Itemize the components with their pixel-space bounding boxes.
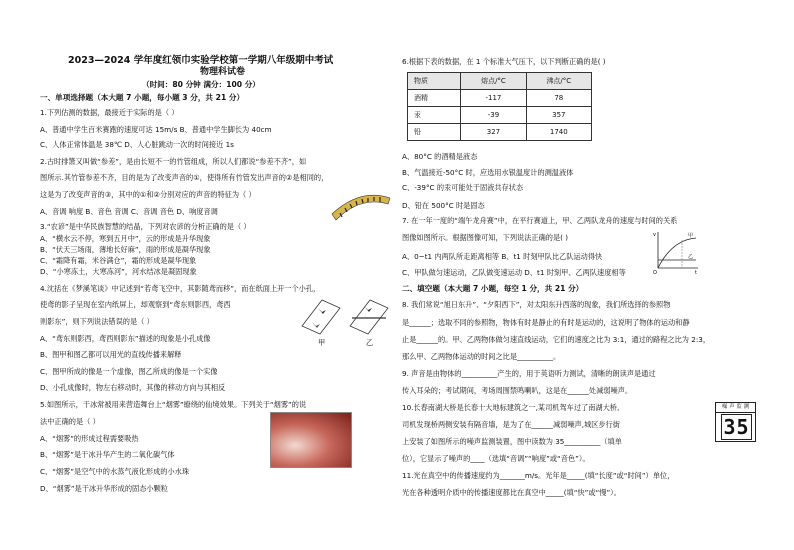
question-line: 那么甲、乙两物体运动的时间之比是__________。 [402, 352, 561, 361]
table-cell: 1740 [526, 124, 591, 141]
question-line: 8. 我们常说“旭日东升”、“夕阳西下”，对太阳东升西落的现象，我们所选择的参照物 [402, 300, 671, 309]
option-line: A、“烟雾”的形成过程需要吸热 [40, 434, 139, 443]
exam-subtitle: 物理科试卷 [200, 67, 246, 77]
table-cell: 酒精 [408, 90, 461, 107]
option-line: A、80°C 的酒精是液态 [402, 152, 478, 161]
question-line: 7. 在一年一度的“端午龙舟赛”中，在平行赛道上，甲、乙两队龙舟的速度与时间的关系 [402, 216, 678, 225]
question-line: 使鸢的影子呈现在室内纸屏上，却观察到“鸢东则影西，鸢西 [40, 300, 231, 309]
graph-v-label: v [653, 232, 656, 238]
question-line: 光在各种透明介质中的传播速度都比在真空中_____(填“快”或“慢”）。 [402, 488, 621, 497]
table-cell: 357 [526, 107, 591, 124]
option-line: A、普通中学生百米赛跑的速度可达 15m/s B、普通中学生脚长为 40cm [40, 125, 272, 134]
option-line: B、“伏天三场雨，薄地长好麻”，雨的形成是凝华现象 [40, 245, 211, 254]
graph-jia-label: 甲 [688, 233, 694, 239]
option-line: C、-39°C 的汞可能处于固液共存状态 [402, 183, 524, 192]
question-line: 图所示.其竹管参差不齐，目的是为了改变声音的①，使得所有竹管发出声音的②是相同的， [40, 173, 329, 182]
question-line: 5.如图所示，干冰常被用来营造舞台上“烟雾”缭绕的仙境效果。下列关于“烟雾”的说 [40, 400, 307, 409]
question-line: 则影东”，则下列说法错误的是（ ） [40, 317, 154, 326]
option-line: C、“烟雾”是空气中的水蒸气液化形成的小水珠 [40, 467, 190, 476]
noise-meter-reading: 35 [721, 414, 752, 440]
question-line: 上安装了如图所示的噪声监测装置，图中读数为 35__________（填单 [402, 437, 622, 446]
melting-boiling-table [407, 72, 592, 141]
question-line: 3.“农谚”是中华民族智慧的结晶，下列对农谚的分析正确的是（ ） [40, 222, 251, 231]
graph-t-label: t [695, 270, 697, 274]
table-cell: -117 [461, 90, 526, 107]
question-line: 位），它显示了噪声的____（选填“音调”“响度”或“音色”）。 [402, 454, 590, 463]
question-line: 图像如图所示。根据图像可知，下列说法正确的是( ) [402, 233, 569, 242]
section-heading-fill: 二、填空题（本大题 7 小题，每空 1 分，共 21 分） [402, 284, 584, 293]
pinhole-figure-yi [346, 296, 392, 342]
table-cell: 铅 [408, 124, 461, 141]
table-cell: 327 [461, 124, 526, 141]
option-line: D、铅在 500°C 时是固态 [402, 201, 485, 210]
question-line: 这是为了改变声音的③，其中的①和②分别对应的声音的特征为（ ） [40, 190, 256, 199]
option-line: B、“烟雾”是干冰升华产生的二氧化碳气体 [40, 450, 175, 459]
option-line: C、甲队做匀速运动，乙队做变速运动 D、t1 时刻甲、乙两队速度相等 [402, 268, 626, 277]
option-line: A、0~t1 内两队所走距离相等 B、t1 时刻甲队比乙队运动得快 [402, 252, 603, 261]
noise-meter-label: 噪 声 监 测 [716, 403, 755, 413]
question-line: 传入耳朵的；考试期间，考场周围禁鸣喇叭，这是在______处减弱噪声。 [402, 386, 633, 395]
graph-origin-label: O [653, 270, 657, 274]
option-line: B、图甲和图乙都可以用光的直线传播来解释 [40, 350, 182, 359]
question-line: 4.沈括在《梦溪笔谈》中记述到“若鸢飞空中，其影随鸢而移”，而在纸面上开一个小孔， [40, 284, 321, 293]
question-line: 9. 声音是由物体的__________产生的，用于英语听力测试，清晰的朗读声是通过 [402, 369, 656, 378]
table-cell: 78 [526, 90, 591, 107]
table-header-cell: 熔点/°C [461, 73, 526, 90]
question-line: 10.长春南湖大桥是长春十大地标建筑之一,某司机驾车过了南湖大桥, [402, 403, 620, 412]
pinhole-figure-jia [298, 296, 344, 342]
question-line: 1.下列估测的数据，最接近于实际的是（ ） [40, 108, 179, 117]
option-line: D、“烟雾”是干冰升华形成的固态小颗粒 [40, 484, 168, 493]
option-line: A、“横水云不停，寒到五月中”，云的形成是升华现象 [40, 234, 211, 243]
option-line: D、“小寒冻土，大寒冻河”，河水结冰是凝固现象 [40, 267, 197, 276]
option-line: D、小孔成像时，物左右移动时，其像的移动方向与其相反 [40, 383, 226, 392]
option-line: C、人体正常体温是 38℃ D、人心脏跳动一次的时间接近 1s [40, 140, 234, 149]
question-line: 6.根据下表的数据，在 1 个标准大气压下，以下判断正确的是( ) [402, 57, 606, 66]
graph-yi-label: 乙 [688, 254, 694, 260]
option-line: C、“霜降有霜，米谷满仓”，霜的形成是凝华现象 [40, 256, 197, 265]
question-line: 法中正确的是（ ） [40, 417, 100, 426]
figure-label-jia: 甲 [318, 338, 326, 347]
table-row [408, 90, 592, 107]
question-line: 止是______的。甲、乙两物体做匀速直线运动，它们的速度之比为 3:1，通过的路程之比为 2:3， [402, 335, 711, 344]
figure-label-yi: 乙 [366, 338, 374, 347]
dry-ice-stage-photo [270, 412, 352, 468]
question-line: 11.光在真空中的传播速度约为_______m/s。光年是_____(填“长度”或“时间”）单位， [402, 471, 675, 480]
option-line: B、气温接近-50°C 时，应选用水银温度计的测温液体 [402, 168, 574, 177]
table-header-cell: 物质 [408, 73, 461, 90]
velocity-time-graph [652, 230, 700, 274]
table-cell: 汞 [408, 107, 461, 124]
question-line: 司机发现桥两侧安装有隔音墙，是为了在______减弱噪声,城区步行街 [402, 420, 620, 429]
option-line: A、“鸢东则影西，鸢西则影东”描述的现象是小孔成像 [40, 334, 211, 343]
table-header-cell: 沸点/°C [526, 73, 591, 90]
table-cell: -39 [461, 107, 526, 124]
panpipe-figure [330, 192, 392, 224]
option-line: C、图甲所成的像是一个虚像，图乙所成的像是一个实像 [40, 367, 218, 376]
noise-meter [715, 402, 756, 442]
table-row [408, 124, 592, 141]
section-heading-choice: 一、单项选择题（本大题 7 小题，每小题 3 分，共 21 分） [40, 93, 245, 102]
question-line: 2.古时排箫又叫做“参差”，是由长短不一的竹管组成，所以人们都说“参差不齐”，如 [40, 157, 307, 166]
table-header-row [408, 73, 592, 90]
table-row [408, 107, 592, 124]
exam-title: 2023—2024 学年度红领巾实验学校第一学期八年级期中考试 [68, 55, 334, 66]
option-line: A、音调 响度 B、音色 音调 C、音调 音色 D、响度音调 [40, 207, 218, 216]
question-line: 是______；选取不同的参照物，物体有时是静止的有时是运动的，这说明了物体的运动和静 [402, 318, 690, 327]
exam-info: （时间：80 分钟 满分：100 分） [142, 80, 260, 89]
